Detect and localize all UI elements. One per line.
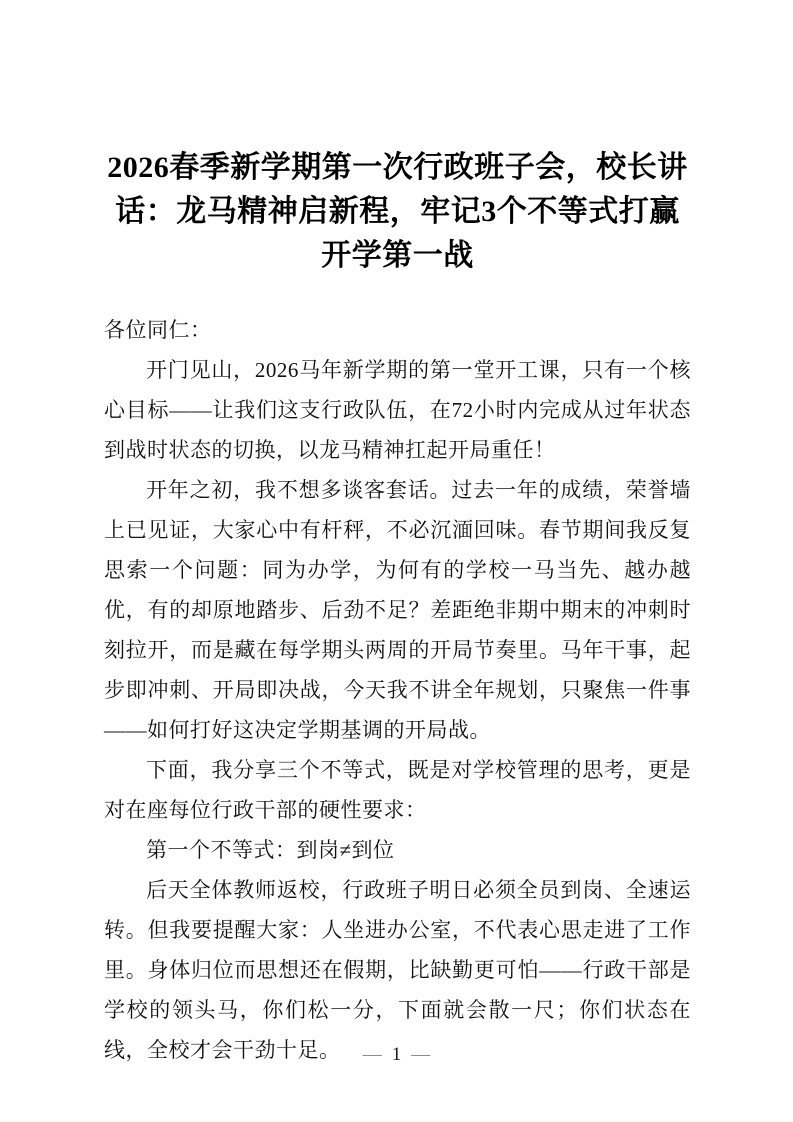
- footer-dash-right: —: [411, 1044, 431, 1065]
- document-title: 2026春季新学期第一次行政班子会，校长讲话：龙马精神启新程，牢记3个不等式打赢开学第一战: [107, 151, 688, 272]
- paragraph-heading-inequality-1: 第一个不等式：到岗≠到位: [146, 838, 395, 862]
- page-number: 1: [391, 1044, 402, 1065]
- paragraph: 下面，我分享三个不等式，既是对学校管理的思考，更是对在座每位行政干部的硬性要求：: [104, 758, 691, 822]
- paragraph: 后天全体教师返校，行政班子明日必须全员到岗、全速运转。但我要提醒大家：人坐进办公室，不代表心思走进了工作里。身体归位而思想还在假期，比缺勤更可怕——行政干部是学校的领头马，你们松一分，下面就会散一尺；你们状态在线，全校才会干劲十足。: [104, 878, 691, 1062]
- salutation: 各位同仁：: [104, 318, 212, 342]
- document-body: [104, 310, 691, 1070]
- page-footer: [0, 1044, 793, 1066]
- document-content: [104, 0, 691, 1070]
- footer-dash-left: —: [362, 1044, 382, 1065]
- paragraph: 开门见山，2026马年新学期的第一堂开工课，只有一个核心目标——让我们这支行政队伍，在72小时内完成从过年状态到战时状态的切换，以龙马精神扛起开局重任！: [104, 358, 691, 462]
- paragraph: 开年之初，我不想多谈客套话。过去一年的成绩，荣誉墙上已见证，大家心中有杆秤，不必沉湎回味。春节期间我反复思索一个问题：同为办学，为何有的学校一马当先、越办越优，有的却原地踏步、后劲不足？差距绝非期中期末的冲刺时刻拉开，而是藏在每学期头两周的开局节奏里。马年干事，起步即冲刺、开局即决战，今天我不讲全年规划，只聚焦一件事——如何打好这决定学期基调的开局战。: [104, 478, 691, 742]
